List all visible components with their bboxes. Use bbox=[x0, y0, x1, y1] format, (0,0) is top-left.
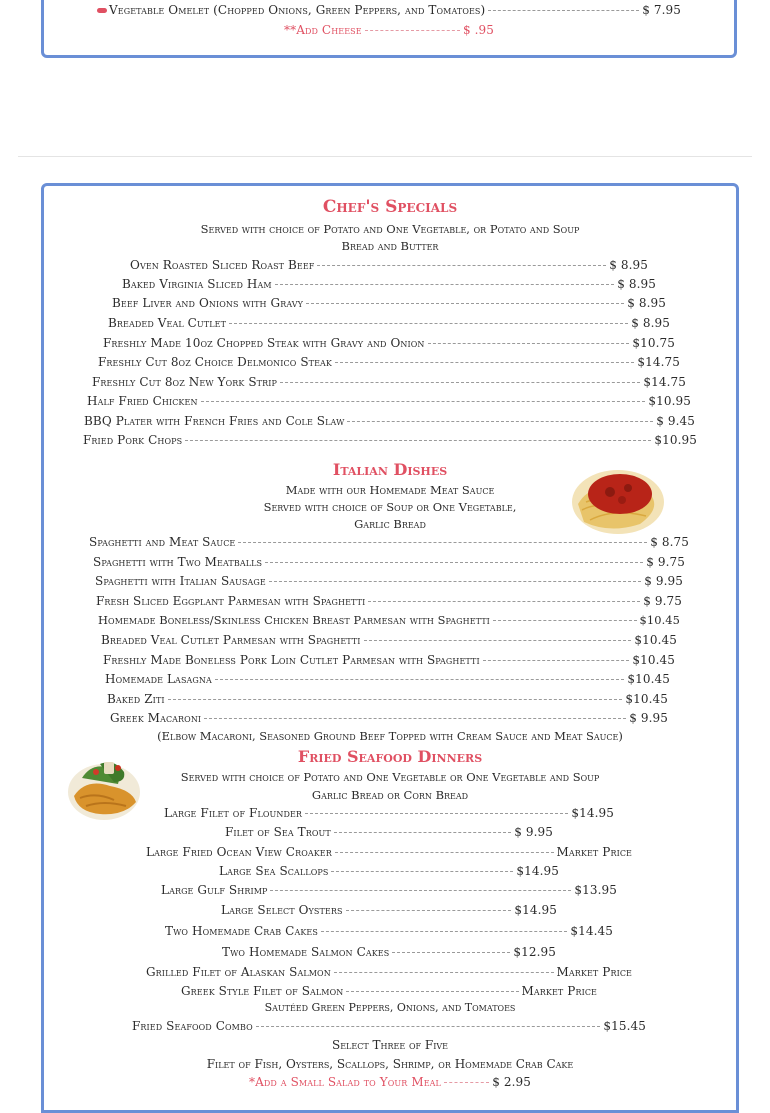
add-salad-line bbox=[249, 1073, 531, 1091]
menu-item bbox=[103, 651, 675, 669]
item-price: $14.45 bbox=[570, 924, 613, 938]
item-price: $10.45 bbox=[625, 692, 668, 706]
menu-item bbox=[92, 373, 686, 391]
item-name: Half Fried Chicken bbox=[87, 394, 198, 408]
dot-leader bbox=[364, 640, 632, 641]
item-price: $ 9.75 bbox=[646, 555, 685, 569]
dot-leader bbox=[185, 440, 651, 441]
item-price: $ 7.95 bbox=[642, 3, 681, 17]
greek-macaroni-note: (Elbow Macaroni, Seasoned Ground Beef Topped with Cream Sauce and Meat Sauce) bbox=[157, 729, 623, 743]
menu-item bbox=[219, 862, 559, 880]
combo-note: Filet of Fish, Oysters, Scallops, Shrimp, or Homemade Crab Cake bbox=[206, 1057, 574, 1071]
item-price: $ 9.95 bbox=[629, 711, 668, 725]
item-price: $12.95 bbox=[513, 945, 556, 959]
section-subtitle: Served with choice of Potato and One Vegetable, or Potato and Soup bbox=[200, 222, 580, 236]
item-price: $ 9.95 bbox=[644, 574, 683, 588]
item-price: $ 8.95 bbox=[609, 258, 648, 272]
item-price: $ 9.45 bbox=[656, 414, 695, 428]
dot-leader bbox=[335, 362, 634, 363]
menu-item bbox=[222, 943, 556, 961]
dot-leader bbox=[280, 382, 640, 383]
item-name: Breaded Veal Cutlet Parmesan with Spaghetti bbox=[101, 633, 361, 647]
dot-leader bbox=[331, 871, 513, 872]
item-price: $ 8.75 bbox=[650, 535, 689, 549]
item-price: $14.95 bbox=[516, 864, 559, 878]
menu-item bbox=[101, 631, 677, 649]
item-price: $14.75 bbox=[637, 355, 680, 369]
item-price: $15.45 bbox=[603, 1019, 646, 1033]
dot-leader bbox=[335, 852, 554, 853]
item-price: $10.45 bbox=[632, 653, 675, 667]
dot-leader bbox=[334, 832, 511, 833]
item-name: Fried Pork Chops bbox=[83, 433, 183, 447]
dot-leader bbox=[347, 421, 653, 422]
item-name: Two Homemade Crab Cakes bbox=[165, 924, 318, 938]
menu-item bbox=[221, 901, 557, 919]
add-salad-label: *Add a Small Salad to Your Meal bbox=[249, 1075, 441, 1089]
menu-item bbox=[83, 431, 697, 449]
item-price: $ 9.95 bbox=[514, 825, 553, 839]
dot-leader bbox=[321, 931, 567, 932]
menu-item bbox=[112, 294, 666, 312]
dot-leader bbox=[229, 323, 628, 324]
dot-leader bbox=[204, 718, 626, 719]
item-name: Freshly Made 10oz Chopped Steak with Gravy and Onion bbox=[103, 336, 425, 350]
item-price: $ 8.95 bbox=[631, 316, 670, 330]
item-price: $14.95 bbox=[571, 806, 614, 820]
menu-item bbox=[225, 823, 553, 841]
menu-item bbox=[122, 275, 656, 293]
menu-item bbox=[95, 572, 683, 590]
item-name: Spaghetti and Meat Sauce bbox=[89, 535, 236, 549]
item-name: Two Homemade Salmon Cakes bbox=[222, 945, 390, 959]
menu-item bbox=[96, 592, 682, 610]
menu-item bbox=[98, 353, 680, 371]
item-name: Fried Seafood Combo bbox=[132, 1019, 253, 1033]
section-title-fried-seafood: Fried Seafood Dinners bbox=[297, 747, 483, 766]
menu-item bbox=[181, 982, 597, 1000]
item-name: Large Fried Ocean View Croaker bbox=[146, 845, 332, 859]
menu-item bbox=[165, 922, 613, 940]
dot-leader bbox=[493, 620, 637, 621]
item-price: Market Price bbox=[556, 845, 632, 859]
menu-item bbox=[89, 533, 689, 551]
section-subtitle: Served with choice of Potato and One Vegetable or One Vegetable and Soup bbox=[180, 770, 600, 784]
item-price: $10.95 bbox=[648, 394, 691, 408]
add-cheese-price: $ .95 bbox=[462, 23, 494, 37]
dot-leader bbox=[365, 30, 460, 31]
dot-leader bbox=[270, 890, 571, 891]
dot-leader bbox=[238, 542, 647, 543]
item-name: Filet of Sea Trout bbox=[225, 825, 331, 839]
menu-item bbox=[146, 963, 632, 981]
section-subtitle: Served with choice of Soup or One Vegetable, bbox=[263, 500, 517, 514]
dot-leader bbox=[392, 952, 510, 953]
item-name: Spaghetti with Two Meatballs bbox=[93, 555, 263, 569]
item-name: Grilled Filet of Alaskan Salmon bbox=[146, 965, 331, 979]
item-price: $10.45 bbox=[634, 633, 677, 647]
menu-item bbox=[105, 670, 670, 688]
dot-leader bbox=[483, 660, 630, 661]
dot-leader bbox=[346, 991, 518, 992]
menu-item bbox=[108, 314, 670, 332]
item-price: $10.45 bbox=[627, 672, 670, 686]
menu-item-seafood-combo bbox=[132, 1017, 646, 1035]
item-price: $14.75 bbox=[643, 375, 686, 389]
dot-leader bbox=[256, 1026, 601, 1027]
section-subtitle: Garlic Bread or Corn Bread bbox=[311, 788, 469, 802]
spaghetti-plate-image bbox=[570, 464, 666, 536]
dot-leader bbox=[306, 303, 624, 304]
menu-item bbox=[98, 611, 680, 629]
dot-leader bbox=[428, 343, 630, 344]
section-subtitle: Garlic Bread bbox=[354, 517, 426, 531]
item-name: Baked Virginia Sliced Ham bbox=[122, 277, 272, 291]
dot-leader bbox=[275, 284, 615, 285]
menu-item bbox=[107, 690, 668, 708]
item-name: Vegetable Omelet (Chopped Onions, Green Peppers, and Tomatoes) bbox=[109, 3, 486, 17]
item-name: Beef Liver and Onions with Gravy bbox=[112, 296, 304, 310]
section-title-chefs-specials: Chef's Specials bbox=[322, 197, 458, 217]
section-subtitle: Made with our Homemade Meat Sauce bbox=[285, 483, 495, 497]
item-price: $ 8.95 bbox=[617, 277, 656, 291]
dot-leader bbox=[488, 10, 639, 11]
dot-leader bbox=[265, 562, 643, 563]
dot-leader bbox=[317, 265, 606, 266]
dot-leader bbox=[215, 679, 625, 680]
dot-leader bbox=[269, 581, 641, 582]
item-price: $10.75 bbox=[632, 336, 675, 350]
menu-item bbox=[161, 881, 617, 899]
menu-item bbox=[130, 256, 648, 274]
item-name: Greek Style Filet of Salmon bbox=[181, 984, 344, 998]
item-name: Freshly Made Boneless Pork Loin Cutlet Parmesan with Spaghetti bbox=[103, 653, 480, 667]
section-subtitle: Bread and Butter bbox=[341, 239, 439, 253]
dot-leader bbox=[444, 1082, 489, 1083]
item-name: Freshly Cut 8oz New York Strip bbox=[92, 375, 277, 389]
section-title-italian-dishes: Italian Dishes bbox=[332, 460, 448, 479]
item-name: Breaded Veal Cutlet bbox=[108, 316, 226, 330]
item-name: Large Sea Scallops bbox=[219, 864, 329, 878]
item-name: Large Gulf Shrimp bbox=[161, 883, 268, 897]
item-price: $14.95 bbox=[514, 903, 557, 917]
combo-note: Select Three of Five bbox=[331, 1038, 448, 1052]
menu-item bbox=[110, 709, 668, 727]
dot-leader bbox=[368, 601, 640, 602]
item-name: Baked Ziti bbox=[107, 692, 165, 706]
bullet-marker bbox=[97, 8, 107, 13]
item-name: Greek Macaroni bbox=[110, 711, 202, 725]
menu-item-vegetable-omelet bbox=[97, 1, 681, 19]
menu-item bbox=[93, 553, 685, 571]
menu-item bbox=[146, 843, 632, 861]
menu-item bbox=[164, 804, 614, 822]
item-price: $13.95 bbox=[574, 883, 617, 897]
dot-leader bbox=[305, 813, 568, 814]
dot-leader bbox=[334, 972, 554, 973]
dot-leader bbox=[201, 401, 646, 402]
item-name: Spaghetti with Italian Sausage bbox=[95, 574, 266, 588]
item-price: $10.45 bbox=[639, 613, 680, 627]
dot-leader bbox=[168, 699, 623, 700]
item-price: Market Price bbox=[556, 965, 632, 979]
item-price: $ 8.95 bbox=[627, 296, 666, 310]
add-cheese-line bbox=[284, 21, 494, 39]
item-name: Homemade Boneless/Skinless Chicken Breast Parmesan with Spaghetti bbox=[98, 613, 490, 627]
item-price: $10.95 bbox=[654, 433, 697, 447]
add-cheese-label: **Add Cheese bbox=[284, 23, 362, 37]
item-price: $ 9.75 bbox=[643, 594, 682, 608]
menu-item bbox=[103, 334, 675, 352]
item-name: BBQ Plater with French Fries and Cole Slaw bbox=[84, 414, 345, 428]
salmon-note: Sautéed Green Peppers, Onions, and Tomatoes bbox=[264, 1001, 516, 1014]
dot-leader bbox=[346, 910, 512, 911]
menu-item bbox=[87, 392, 691, 410]
item-name: Large Filet of Flounder bbox=[164, 806, 303, 820]
item-name: Oven Roasted Sliced Roast Beef bbox=[130, 258, 315, 272]
add-salad-price: $ 2.95 bbox=[492, 1075, 531, 1089]
page-divider bbox=[18, 156, 752, 157]
item-name: Large Select Oysters bbox=[221, 903, 343, 917]
item-name: Fresh Sliced Eggplant Parmesan with Spaghetti bbox=[96, 594, 366, 608]
item-name: Freshly Cut 8oz Choice Delmonico Steak bbox=[98, 355, 332, 369]
menu-item bbox=[84, 412, 695, 430]
item-price: Market Price bbox=[521, 984, 597, 998]
item-name: Homemade Lasagna bbox=[105, 672, 212, 686]
